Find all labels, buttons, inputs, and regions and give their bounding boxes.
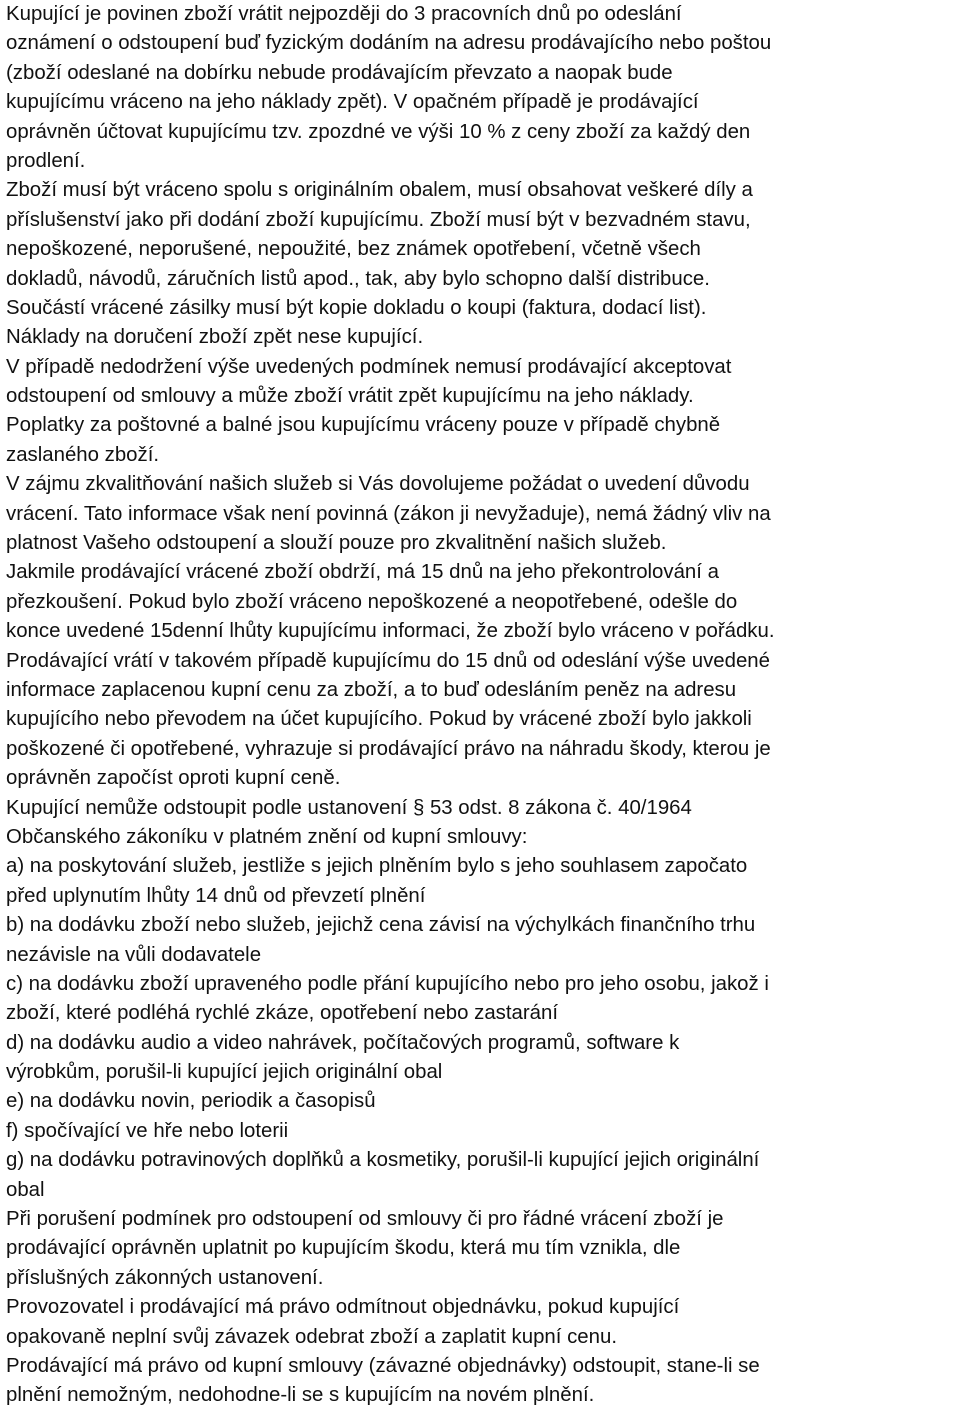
text-line: Prodávající vrátí v takovém případě kupujícímu do 15 dnů od odeslání výše uvedené <box>6 649 770 672</box>
text-line: příslušných zákonných ustanovení. <box>6 1266 324 1289</box>
text-line: kupujícího nebo převodem na účet kupujícího. Pokud by vrácené zboží bylo jakkoli <box>6 708 752 731</box>
text-line: prodlení. <box>6 149 86 172</box>
text-line: a) na poskytování služeb, jestliže s jejich plněním bylo s jeho souhlasem započato <box>6 855 748 878</box>
text-line: g) na dodávku potravinových doplňků a kosmetiky, porušil-li kupující jejich originální <box>6 1149 760 1172</box>
text-line: konce uvedené 15denní lhůty kupujícímu informaci, že zboží bylo vráceno v pořádku. <box>6 620 775 643</box>
text-line: d) na dodávku audio a video nahrávek, počítačových programů, software k <box>6 1031 680 1054</box>
text-line: f) spočívající ve hře nebo loterii <box>6 1119 289 1142</box>
text-line: Prodávající má právo od kupní smlouvy (závazné objednávky) odstoupit, stane-li se <box>6 1354 760 1377</box>
text-line: přezkoušení. Pokud bylo zboží vráceno nepoškozené a neopotřebené, odešle do <box>6 590 738 613</box>
text-line: Kupující je povinen zboží vrátit nejpozději do 3 pracovních dnů po odeslání <box>6 3 682 25</box>
text-line: dokladů, návodů, záručních listů apod., tak, aby bylo schopno další distribuce. <box>6 267 710 290</box>
text-line: nezávisle na vůli dodavatele <box>6 943 262 966</box>
text-line: prodávající oprávněn uplatnit po kupujícím škodu, která mu tím vznikla, dle <box>6 1237 681 1260</box>
text-line: zboží, které podléhá rychlé zkáze, opotřebení nebo zastarání <box>6 1002 559 1025</box>
text-line: oprávněn započíst oproti kupní ceně. <box>6 767 341 790</box>
text-line: kupujícímu vráceno na jeho náklady zpět). V opačném případě je prodávající <box>6 91 699 114</box>
text-line: informace zaplacenou kupní cenu za zboží, a to buď odesláním peněz na adresu <box>6 678 737 701</box>
text-line: nepoškozené, neporušené, nepoužité, bez známek opotřebení, včetně všech <box>6 238 701 261</box>
text-line: odstoupení od smlouvy a může zboží vrátit zpět kupujícímu na jeho náklady. <box>6 385 694 408</box>
text-line: Občanského zákoníku v platném znění od kupní smlouvy: <box>6 825 528 848</box>
text-line: Kupující nemůže odstoupit podle ustanovení § 53 odst. 8 zákona č. 40/1964 <box>6 796 692 819</box>
text-line: e) na dodávku novin, periodik a časopisů <box>6 1090 376 1113</box>
text-line: Provozovatel i prodávající má právo odmítnout objednávku, pokud kupující <box>6 1296 680 1319</box>
text-line: zaslaného zboží. <box>6 443 160 466</box>
text-line: Náklady na doručení zboží zpět nese kupující. <box>6 326 424 349</box>
text-line: výrobkům, porušil-li kupující jejich originální obal <box>6 1061 443 1084</box>
text-line: b) na dodávku zboží nebo služeb, jejichž cena závisí na výchylkách finančního trhu <box>6 914 756 937</box>
text-line: Poplatky za poštovné a balné jsou kupujícímu vráceny pouze v případě chybně <box>6 414 721 437</box>
text-line: V případě nedodržení výše uvedených podmínek nemusí prodávající akceptovat <box>6 355 732 378</box>
text-line: vrácení. Tato informace však není povinná (zákon ji nevyžaduje), nemá žádný vliv na <box>6 502 771 525</box>
text-line: před uplynutím lhůty 14 dnů od převzetí plnění <box>6 884 426 907</box>
text-line: obal <box>6 1178 45 1201</box>
text-line: plnění nemožným, nedohodne-li se s kupujícím na novém plnění. <box>6 1384 595 1407</box>
text-line: Při porušení podmínek pro odstoupení od smlouvy či pro řádné vrácení zboží je <box>6 1208 724 1231</box>
text-line: platnost Vašeho odstoupení a slouží pouze pro zkvalitnění našich služeb. <box>6 532 667 555</box>
text-line: Součástí vrácené zásilky musí být kopie dokladu o koupi (faktura, dodací list). <box>6 296 707 319</box>
text-line: opakovaně neplní svůj závazek odebrat zboží a zaplatit kupní cenu. <box>6 1325 617 1348</box>
text-line: oprávněn účtovat kupujícímu tzv. zpozdné ve výši 10 % z ceny zboží za každý den <box>6 120 751 143</box>
text-line: Zboží musí být vráceno spolu s originálním obalem, musí obsahovat veškeré díly a <box>6 179 753 202</box>
text-line: (zboží odeslané na dobírku nebude prodávajícím převzato a naopak bude <box>6 61 673 84</box>
text-line: c) na dodávku zboží upraveného podle přání kupujícího nebo pro jeho osobu, jakož i <box>6 972 769 995</box>
text-line: poškozené či opotřebené, vyhrazuje si prodávající právo na náhradu škody, kterou je <box>6 737 771 760</box>
text-line: příslušenství jako při dodání zboží kupujícímu. Zboží musí být v bezvadném stavu, <box>6 208 751 231</box>
document-body <box>6 0 956 1411</box>
text-line: Jakmile prodávající vrácené zboží obdrží, má 15 dnů na jeho překontrolování a <box>6 561 719 584</box>
text-line: oznámení o odstoupení buď fyzickým dodáním na adresu prodávajícího nebo poštou <box>6 32 772 55</box>
text-line: V zájmu zkvalitňování našich služeb si Vás dovolujeme požádat o uvedení důvodu <box>6 473 750 496</box>
